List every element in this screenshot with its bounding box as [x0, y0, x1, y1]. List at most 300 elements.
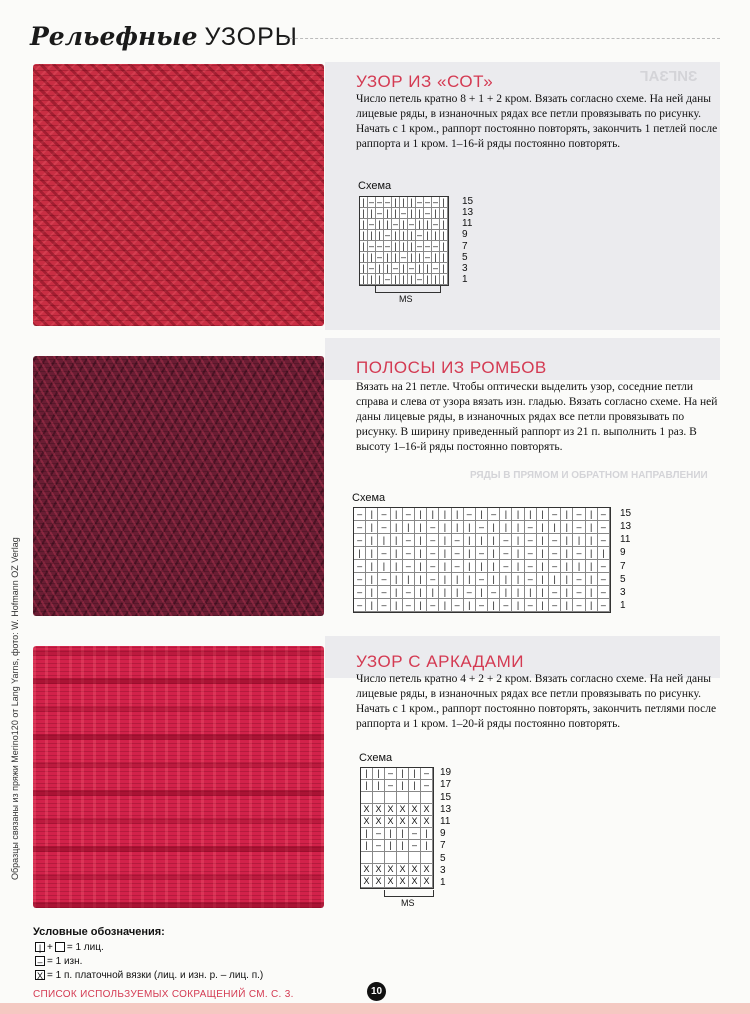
row-number: 1 — [462, 274, 468, 286]
chart-cell: | — [525, 586, 537, 599]
chart-cell: – — [500, 560, 512, 573]
chart-cell: | — [385, 828, 397, 840]
row-number: 11 — [462, 218, 473, 230]
legend-garter-symbol: X — [36, 971, 43, 981]
chart-cell: – — [476, 521, 488, 534]
chart-cell: – — [452, 547, 464, 560]
chart-cell: | — [439, 547, 451, 560]
chart-cell: | — [360, 208, 368, 219]
swatch-photo-arcades — [33, 646, 324, 908]
row-number: 5 — [462, 251, 468, 263]
chart-cell — [397, 792, 409, 804]
legend-title: Условные обозначения: — [33, 926, 165, 938]
chart-cell: | — [561, 508, 573, 521]
chart-cell: | — [452, 586, 464, 599]
chart-cell: – — [384, 273, 390, 284]
chart-cell: – — [573, 599, 585, 612]
chart-cell: | — [391, 547, 403, 560]
chart-cell: | — [415, 586, 427, 599]
chart-cell: | — [586, 599, 598, 612]
chart-cell: | — [368, 230, 376, 241]
chart-cell: – — [549, 547, 561, 560]
pattern-2-scheme-label: Схема — [352, 492, 386, 504]
chart-cell: | — [561, 586, 573, 599]
chart-cell: | — [561, 547, 573, 560]
chart-cell: | — [512, 586, 524, 599]
chart-cell: – — [598, 521, 610, 534]
chart-cell: – — [549, 534, 561, 547]
chart-cell: – — [400, 251, 406, 262]
legend-empty-symbol — [55, 942, 65, 952]
chart-cell: | — [400, 219, 408, 230]
chart-cell: | — [421, 828, 433, 840]
chart-cell: | — [439, 521, 451, 534]
chart-cell: | — [424, 230, 432, 241]
chart-cell: | — [440, 230, 448, 241]
chart-cell: | — [408, 241, 416, 252]
chart-cell: | — [440, 219, 448, 230]
chart-cell: | — [366, 547, 378, 560]
chart-cell: | — [408, 252, 416, 263]
chart-cell: | — [391, 560, 403, 573]
chart-cell: X — [361, 804, 373, 816]
chart-cell: – — [416, 273, 422, 284]
chart-cell: – — [378, 508, 390, 521]
chart-cell: – — [549, 508, 561, 521]
chart-cell — [409, 852, 421, 864]
chart-cell — [373, 852, 385, 864]
chart-cell: | — [366, 560, 378, 573]
chart-cell — [421, 852, 433, 864]
chart-cell: | — [452, 573, 464, 586]
chart-cell: | — [354, 547, 366, 560]
chart-cell: | — [391, 599, 403, 612]
chart-cell: – — [427, 521, 439, 534]
row-number: 11 — [440, 815, 451, 827]
chart-cell: | — [440, 252, 448, 263]
chart-cell: | — [400, 230, 408, 241]
chart-cell: | — [452, 521, 464, 534]
chart-cell: – — [598, 599, 610, 612]
chart-cell: | — [586, 508, 598, 521]
chart-cell: | — [397, 828, 409, 840]
chart-cell: – — [403, 534, 415, 547]
chart-cell: – — [403, 560, 415, 573]
chart-cell: | — [512, 573, 524, 586]
row-number: 3 — [620, 587, 626, 599]
pattern-1-scheme-label: Схема — [358, 180, 392, 192]
chart-cell: | — [409, 768, 421, 780]
legend — [33, 926, 263, 982]
chart-cell: | — [432, 274, 440, 285]
chart-cell: | — [512, 508, 524, 521]
chart-cell: – — [424, 251, 430, 262]
chart-cell: – — [525, 547, 537, 560]
chart-cell: | — [366, 599, 378, 612]
chart-cell: X — [373, 864, 385, 876]
chart-cell: – — [488, 586, 500, 599]
row-number: 9 — [440, 828, 446, 840]
chart-cell: | — [586, 534, 598, 547]
chart-cell: – — [598, 508, 610, 521]
row-number: 13 — [440, 803, 452, 815]
chart-cell: – — [392, 218, 398, 229]
chart-cell: – — [378, 599, 390, 612]
chart-cell: | — [537, 586, 549, 599]
chart-cell: | — [408, 208, 416, 219]
chart-cell: – — [549, 599, 561, 612]
row-number: 15 — [440, 791, 452, 803]
chart-cell: – — [500, 547, 512, 560]
chart-cell: – — [598, 573, 610, 586]
chart-cell: | — [384, 208, 392, 219]
chart-cell: – — [376, 240, 382, 251]
chart-cell: | — [427, 508, 439, 521]
chart-cell: | — [525, 508, 537, 521]
chart-cell: – — [384, 240, 390, 251]
chart-cell: | — [476, 560, 488, 573]
row-number: 15 — [462, 195, 474, 207]
pattern-2-chart — [353, 507, 611, 613]
chart-cell: | — [384, 219, 392, 230]
chart-cell: X — [421, 816, 433, 828]
chart-cell: | — [439, 599, 451, 612]
chart-cell: X — [409, 876, 421, 888]
chart-cell: | — [427, 586, 439, 599]
pattern-3-ms-bracket — [384, 890, 434, 897]
legend-garter-text: = 1 п. платочной вязки (лиц. и изн. р. – лиц. п.) — [47, 969, 264, 981]
chart-cell: | — [376, 230, 384, 241]
row-number: 17 — [440, 779, 452, 791]
pattern-1-text: Число петель кратно 8 + 1 + 2 кром. Вязать согласно схеме. На ней даны лицевые ряды, в изнаночных рядах все петли провязывать по рисунку. Начать с 1 кром., раппорт постоянно повторять, закончить 1 петлей после раппорта и 1 кром. 1–16-й ряды постоянно повторять. — [356, 93, 718, 150]
pattern-1-chart — [359, 196, 449, 286]
chart-cell: | — [391, 573, 403, 586]
chart-cell: | — [512, 560, 524, 573]
chart-cell: | — [440, 197, 448, 208]
chart-cell: | — [373, 768, 385, 780]
pattern-3-text: Число петель кратно 4 + 2 + 2 кром. Вязать согласно схеме. На ней даны лицевые ряды, в изнаночных рядах все петли провязывать по рисунку. Начать с 1 кром., раппорт постоянно повторять, закончить петлями после раппорта и 1 кром. 1–20-й ряды постоянно повторять. — [356, 673, 717, 730]
chart-cell: | — [488, 573, 500, 586]
chart-cell: | — [432, 252, 440, 263]
row-number: 13 — [462, 206, 474, 218]
chart-cell: | — [360, 219, 368, 230]
chart-cell: | — [500, 586, 512, 599]
chart-cell: | — [440, 241, 448, 252]
chart-cell: – — [368, 262, 374, 273]
chart-cell: | — [360, 197, 368, 208]
chart-cell: – — [432, 218, 438, 229]
chart-cell: | — [561, 560, 573, 573]
chart-cell: | — [416, 263, 424, 274]
row-number: 15 — [620, 507, 632, 519]
chart-cell — [397, 852, 409, 864]
chart-cell: | — [488, 547, 500, 560]
chart-cell: – — [424, 207, 430, 218]
chart-cell: | — [416, 219, 424, 230]
chart-cell: | — [361, 828, 373, 840]
chart-cell: X — [385, 864, 397, 876]
chart-cell: | — [376, 219, 384, 230]
pattern-1-row-numbers — [462, 196, 482, 284]
chart-cell: | — [366, 586, 378, 599]
chart-cell: – — [476, 547, 488, 560]
chart-cell: – — [421, 780, 433, 792]
chart-cell: | — [416, 208, 424, 219]
chart-cell: | — [586, 521, 598, 534]
pattern-2-row-numbers — [620, 507, 640, 611]
row-number: 5 — [440, 852, 446, 864]
chart-cell: – — [376, 196, 382, 207]
legend-item-purl — [33, 954, 263, 968]
chart-cell: – — [392, 262, 398, 273]
chart-cell: – — [408, 262, 414, 273]
chart-cell: X — [385, 816, 397, 828]
chart-cell: – — [378, 586, 390, 599]
chart-cell: – — [368, 240, 374, 251]
chart-cell: | — [586, 547, 598, 560]
chart-cell: | — [415, 560, 427, 573]
chart-cell: | — [537, 573, 549, 586]
chart-cell: | — [400, 263, 408, 274]
row-number: 9 — [620, 547, 626, 559]
chart-cell — [361, 792, 373, 804]
chart-cell: – — [403, 508, 415, 521]
chart-cell: | — [391, 586, 403, 599]
chart-cell: – — [452, 599, 464, 612]
chart-cell: | — [500, 521, 512, 534]
chart-cell: X — [361, 876, 373, 888]
chart-cell: – — [424, 196, 430, 207]
chart-cell: | — [400, 274, 408, 285]
chart-cell: | — [573, 560, 585, 573]
chart-cell: | — [440, 263, 448, 274]
chart-cell: – — [354, 586, 366, 599]
row-number: 13 — [620, 520, 632, 532]
row-number: 7 — [462, 240, 468, 252]
chart-cell: | — [392, 208, 400, 219]
chart-cell: X — [421, 876, 433, 888]
chart-cell: – — [573, 521, 585, 534]
chart-cell: | — [384, 263, 392, 274]
chart-cell: | — [408, 274, 416, 285]
chart-cell: X — [421, 804, 433, 816]
chart-cell: – — [354, 599, 366, 612]
chart-cell: | — [373, 780, 385, 792]
chart-cell: | — [361, 768, 373, 780]
chart-cell: | — [415, 508, 427, 521]
pattern-1-ms-bracket — [375, 286, 441, 293]
chart-cell: – — [525, 599, 537, 612]
chart-cell: | — [464, 534, 476, 547]
chart-cell: | — [368, 252, 376, 263]
chart-cell: | — [385, 840, 397, 852]
chart-cell: – — [403, 586, 415, 599]
chart-cell: | — [415, 534, 427, 547]
chart-cell: | — [512, 521, 524, 534]
chart-cell: | — [440, 208, 448, 219]
chart-cell: | — [537, 560, 549, 573]
chart-cell: – — [525, 521, 537, 534]
chart-cell: | — [439, 586, 451, 599]
chart-cell: – — [409, 840, 421, 852]
bottom-color-bar — [0, 1003, 750, 1014]
chart-cell: | — [537, 599, 549, 612]
chart-cell: | — [432, 230, 440, 241]
chart-cell: – — [424, 240, 430, 251]
chart-cell: | — [415, 599, 427, 612]
chart-cell: | — [549, 521, 561, 534]
footer-abbrev-note: СПИСОК ИСПОЛЬЗУЕМЫХ СОКРАЩЕНИЙ СМ. С. 3. — [33, 989, 294, 1000]
chart-cell: – — [432, 196, 438, 207]
row-number: 5 — [620, 573, 626, 585]
chart-cell: | — [561, 521, 573, 534]
chart-cell: – — [403, 599, 415, 612]
chart-cell: | — [366, 521, 378, 534]
chart-cell: | — [368, 208, 376, 219]
chart-cell: – — [416, 196, 422, 207]
swatch-photo-honeycomb — [33, 64, 324, 326]
chart-cell: | — [376, 263, 384, 274]
chart-cell: | — [476, 508, 488, 521]
chart-cell: – — [427, 547, 439, 560]
chart-cell: | — [360, 274, 368, 285]
chart-cell: – — [427, 599, 439, 612]
chart-cell: X — [373, 816, 385, 828]
pattern-3-title: УЗОР С АРКАДАМИ — [356, 652, 525, 671]
chart-cell: | — [464, 521, 476, 534]
chart-cell: – — [384, 196, 390, 207]
legend-item-garter — [33, 968, 263, 982]
chart-cell: | — [549, 573, 561, 586]
chart-cell: | — [378, 560, 390, 573]
chart-cell: | — [408, 197, 416, 208]
chart-cell — [361, 852, 373, 864]
row-number: 1 — [440, 876, 446, 888]
chart-cell: | — [415, 521, 427, 534]
chart-cell: – — [598, 534, 610, 547]
chart-cell: | — [415, 547, 427, 560]
chart-cell: | — [378, 534, 390, 547]
chart-cell: | — [397, 840, 409, 852]
pattern-1-title: УЗОР ИЗ «СОТ» — [356, 72, 494, 91]
chart-cell: – — [464, 586, 476, 599]
pattern-2-text: Вязать на 21 петле. Чтобы оптически выделить узор, соседние петли справа и слева от узора вязать изн. гладью. Вязать согласно схеме. На ней даны лицевые ряды, в изнаночных рядах все петли провязывать по рисунку. В ширину приведенный раппорт из 21 п. выполнить 1 раз. В высоту 1–16-й ряды постоянно повторять. — [356, 381, 718, 453]
chart-cell: X — [409, 816, 421, 828]
chart-cell: | — [561, 534, 573, 547]
chart-cell: | — [368, 274, 376, 285]
chart-cell: | — [488, 521, 500, 534]
chart-cell: | — [476, 586, 488, 599]
chart-cell: | — [464, 547, 476, 560]
chart-cell: X — [373, 804, 385, 816]
photo-credit: Образцы связаны из пряжи Merino120 от Lang Yarns, фото: W. Hofmann OZ Verlag — [10, 537, 20, 880]
chart-cell: | — [464, 560, 476, 573]
chart-cell: – — [525, 573, 537, 586]
chart-cell: – — [500, 599, 512, 612]
swatch-photo-diamond-stripes — [33, 356, 324, 616]
chart-cell: | — [392, 197, 400, 208]
pattern-1-ms-label: MS — [399, 294, 413, 304]
chart-cell: – — [384, 229, 390, 240]
chart-cell: X — [397, 864, 409, 876]
chart-cell: | — [366, 534, 378, 547]
chart-cell: | — [439, 508, 451, 521]
chart-cell: | — [561, 573, 573, 586]
chart-cell: – — [403, 547, 415, 560]
chart-cell: | — [366, 573, 378, 586]
chart-cell: | — [488, 599, 500, 612]
chart-cell: | — [500, 508, 512, 521]
chart-cell: – — [432, 240, 438, 251]
page-title-caps: УЗОРЫ — [204, 23, 298, 51]
chart-cell: | — [392, 230, 400, 241]
ghost-text-1: ЗИГЗАГ — [640, 68, 698, 85]
chart-cell: – — [354, 521, 366, 534]
chart-cell: – — [573, 586, 585, 599]
chart-cell: | — [391, 521, 403, 534]
chart-cell: – — [354, 508, 366, 521]
pattern-3-row-numbers — [440, 767, 460, 887]
chart-cell: | — [424, 263, 432, 274]
chart-cell: – — [373, 828, 385, 840]
chart-cell: | — [361, 840, 373, 852]
chart-cell: X — [361, 864, 373, 876]
chart-cell: | — [488, 560, 500, 573]
chart-cell: – — [427, 534, 439, 547]
chart-cell: | — [586, 586, 598, 599]
chart-cell: | — [391, 508, 403, 521]
chart-cell: | — [439, 560, 451, 573]
chart-cell: | — [403, 521, 415, 534]
chart-cell: – — [409, 828, 421, 840]
chart-cell: – — [549, 586, 561, 599]
legend-plus: + — [47, 941, 53, 953]
chart-cell: X — [421, 864, 433, 876]
chart-cell: – — [452, 534, 464, 547]
chart-cell: – — [373, 840, 385, 852]
chart-cell: – — [432, 262, 438, 273]
chart-cell: | — [360, 252, 368, 263]
chart-cell — [385, 852, 397, 864]
chart-cell: | — [403, 573, 415, 586]
chart-cell: | — [391, 534, 403, 547]
chart-cell: – — [416, 229, 422, 240]
chart-cell: | — [366, 508, 378, 521]
chart-cell: | — [586, 573, 598, 586]
row-number: 1 — [620, 600, 626, 612]
chart-cell: – — [376, 251, 382, 262]
chart-cell: X — [409, 804, 421, 816]
chart-cell: X — [397, 876, 409, 888]
chart-cell: – — [427, 573, 439, 586]
chart-cell: – — [354, 573, 366, 586]
chart-cell: – — [525, 534, 537, 547]
ghost-text-2: РЯДЫ В ПРЯМОМ И ОБРАТНОМ НАПРАВЛЕНИИ — [470, 470, 708, 481]
page-title-cursive: Рельефные — [30, 22, 198, 51]
chart-cell: – — [598, 586, 610, 599]
chart-cell: | — [464, 573, 476, 586]
row-number: 7 — [440, 840, 446, 852]
chart-cell: – — [452, 560, 464, 573]
chart-cell: | — [421, 840, 433, 852]
chart-cell: – — [400, 207, 406, 218]
chart-cell: | — [432, 208, 440, 219]
chart-cell: – — [378, 521, 390, 534]
chart-cell: | — [376, 274, 384, 285]
chart-cell: – — [378, 547, 390, 560]
legend-knit-text: = 1 лиц. — [66, 941, 104, 953]
chart-cell: | — [400, 197, 408, 208]
